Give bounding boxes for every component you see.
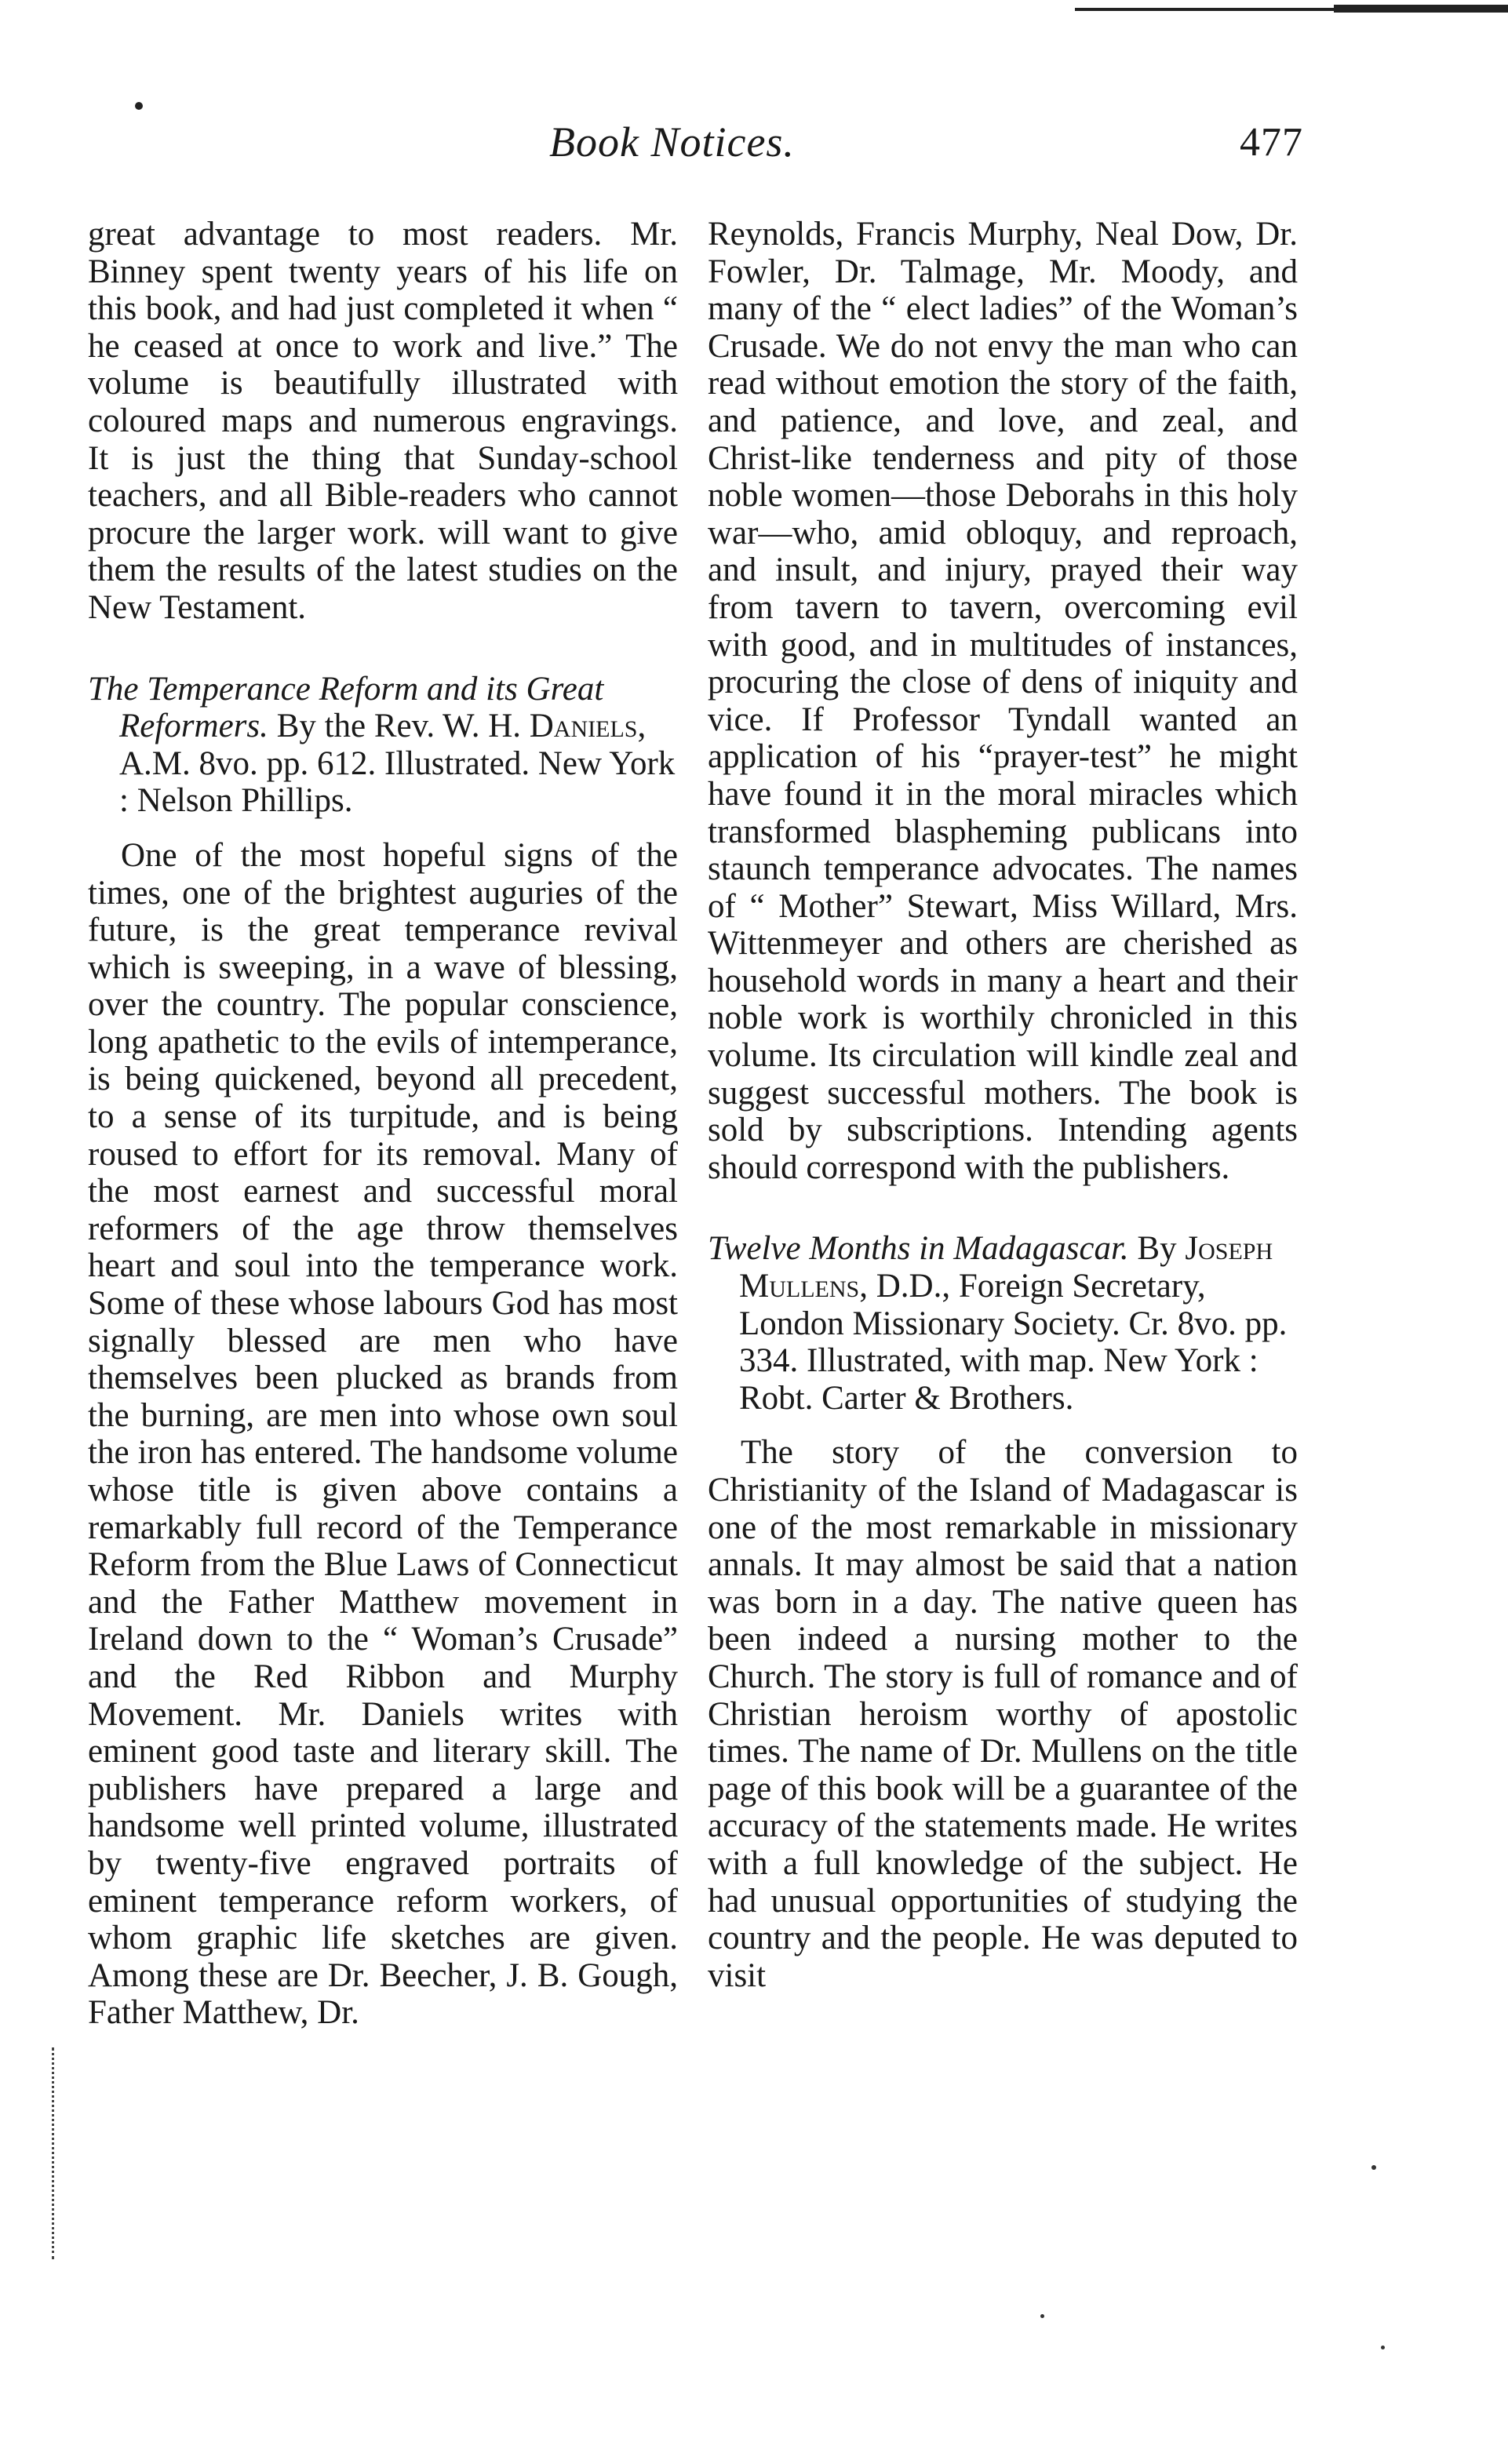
- continuation-paragraph: great advantage to most readers. Mr. Binney spent twenty years of his life on this book, and had just completed it when “ he ceased at once to work and live.” The volume is beautifully illustrated with coloured maps and numerous engravings. It is just the thing that Sunday-school teachers, and all Bible-readers who cannot procure the larger work. will want to give them the results of the latest studies on the New Testament.: [88, 216, 678, 626]
- book-notice-heading: [708, 1230, 1298, 1417]
- spacer: [708, 1417, 1298, 1434]
- book-author: Joseph Mullens: [739, 1230, 1273, 1305]
- bottom-dot: [1040, 2314, 1044, 2318]
- review-paragraph: The story of the conversion to Christianity of the Island of Madagascar is one of the most remarkable in missionary annals. It may almost be said that a nation was born in a day. The native queen has been indeed a nursing mother to the Church. The story is full of romance and of Christian heroism worthy of apostolic times. The name of Dr. Mullens on the title page of this book will be a guarantee of the accuracy of the statements made. He writes with a full knowledge of the subject. He had unusual opportunities of studying the country and the people. He was deputed to visit: [708, 1434, 1298, 1994]
- running-head: Book Notices.: [549, 118, 795, 166]
- spacer: [88, 820, 678, 837]
- review-continuation: Reynolds, Francis Murphy, Neal Dow, Dr. Fowler, Dr. Talmage, Mr. Moody, and many of the “ elect ladies” of the Woman’s Crusade. We do not envy the man who can read without emotion the story of the faith, and patience, and love, and zeal, and Christ-like tenderness and pity of those noble women—those Deborahs in this holy war—who, amid obloquy, and reproach, and insult, and injury, prayed their way from tavern to tavern, overcoming evil with good, and in multitudes of instances, procuring the close of dens of iniquity and vice. If Professor Tyndall wanted an application of his “prayer-test” he might have found it in the moral miracles which transformed blaspheming publicans into staunch temperance advocates. The names of “ Mother” Stewart, Miss Willard, Mrs. Wittenmeyer and others are cherished as household words in many a heart and their noble work is worthily chronicled in this volume. Its circulation will kindle zeal and suggest successful mothers. The book is sold by subscriptions. Intending agents should correspond with the publishers.: [708, 216, 1298, 1186]
- book-details: , A.M. 8vo. pp. 612. Illustrated. New York : Nelson Phillips.: [119, 708, 676, 820]
- top-rule-thick: [1334, 5, 1508, 13]
- bottom-dot: [1381, 2346, 1385, 2349]
- margin-dots: [52, 2047, 56, 2259]
- book-by: By: [1137, 1230, 1177, 1268]
- book-details: , D.D., Foreign Secretary, London Missionary Society. Cr. 8vo. pp. 334. Illustrated, with map. New York : Robt. Carter & Brothers.: [739, 1268, 1288, 1417]
- page-number: 477: [1240, 120, 1303, 165]
- left-column: [88, 216, 678, 2032]
- book-by: By the Rev. W. H.: [276, 708, 521, 745]
- spacer: [708, 1186, 1298, 1230]
- book-notice-heading: [88, 671, 678, 820]
- margin-dot: [1371, 2165, 1376, 2170]
- book-title: Twelve Months in Madagascar.: [708, 1230, 1129, 1268]
- book-author: Daniels: [529, 708, 638, 745]
- right-column: [708, 216, 1298, 1994]
- review-paragraph: One of the most hopeful signs of the times, one of the brightest auguries of the future, is the great temperance revival which is sweeping, in a wave of blessing, over the country. The popular conscience, long apathetic to the evils of intemperance, is being quickened, beyond all precedent, to a sense of its turpitude, and is being roused to effort for its removal. Many of the most earnest and successful moral reformers of the age throw themselves heart and soul into the temperance work. Some of these whose labours God has most signally blessed are men who have themselves been plucked as brands from the burning, are men into whose own soul the iron has entered. The handsome volume whose title is given above contains a remarkably full record of the Temperance Reform from the Blue Laws of Connecticut and the Father Matthew movement in Ireland down to the “ Woman’s Crusade” and the Red Ribbon and Murphy Movement. Mr. Daniels writes with eminent good taste and literary skill. The publishers have prepared a large and handsome well printed volume, illustrated by twenty-five engraved portraits of eminent temperance reform workers, of whom graphic life sketches are given. Among these are Dr. Beecher, J. B. Gough, Father Matthew, Dr.: [88, 836, 678, 2032]
- book-title: The Temperance Reform and its Great Reformers.: [88, 670, 604, 745]
- spacer: [88, 627, 678, 671]
- margin-mark: [135, 102, 143, 110]
